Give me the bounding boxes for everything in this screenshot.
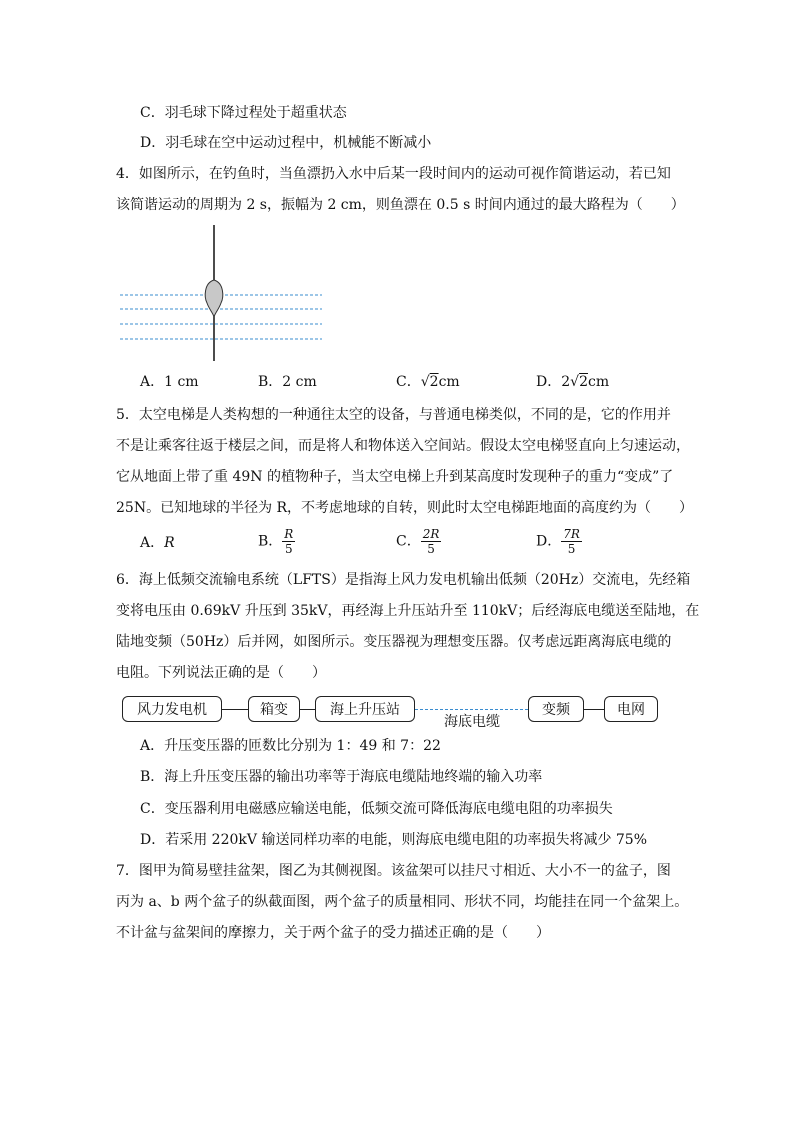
q5-stem-line1: 5．太空电梯是人类构想的一种通往太空的设备，与普通电梯类似，不同的是，它的作用并 — [116, 407, 671, 423]
q3-option-d: D．羽毛球在空中运动过程中，机械能不断减小 — [140, 135, 432, 151]
q6-stem-line4: 电阻。下列说法正确的是（ ） — [116, 665, 326, 681]
power-grid-box: 电网 — [604, 696, 658, 722]
offshore-substation-box: 海上升压站 — [315, 696, 415, 722]
q6-stem-line3: 陆地变频（50Hz）后并网，如图所示。变压器视为理想变压器。仅考虑远距离海底电缆的 — [116, 634, 672, 650]
q5-option-d-fraction — [561, 527, 582, 556]
fraction-denominator: 5 — [427, 542, 435, 556]
q6-option-b: B．海上升压变压器的输出功率等于海底电缆陆地终端的输入功率 — [140, 769, 543, 785]
sqrt-sign: √ — [420, 374, 430, 390]
q4-option-d-prefix: D．2 — [536, 374, 571, 390]
q6-option-c: C．变压器利用电磁感应输送电能，低频交流可降低海底电缆电阻的功率损失 — [140, 801, 613, 817]
q4-option-b: B．2 cm — [258, 374, 317, 390]
q7-stem-line3: 不计盆与盆架间的摩擦力，关于两个盆子的受力描述正确的是（ ） — [116, 925, 550, 941]
q5-option-c-prefix: C． — [396, 533, 421, 550]
q4-stem-line2: 该简谐运动的周期为 2 s，振幅为 2 cm，则鱼漂在 0.5 s 时间内通过的最大路程为（ ） — [116, 197, 685, 213]
q5-option-c — [396, 527, 441, 556]
float-body — [205, 280, 222, 317]
q5-option-d — [536, 527, 582, 556]
q7-stem-line1: 7．图甲为简易壁挂盆架，图乙为其侧视图。该盆架可以挂尺寸相近、大小不一的盆子，图 — [116, 863, 671, 879]
q5-option-a-prefix: A． — [140, 535, 165, 551]
q5-stem-line3: 它从地面上带了重 49N 的植物种子，当太空电梯上升到某高度时发现种子的重力“变成”了 — [116, 469, 674, 485]
q5-option-b — [258, 527, 295, 556]
q6-option-d: D．若采用 220kV 输送同样功率的电能，则海底电缆电阻的功率损失将减少 75% — [140, 832, 648, 848]
subsea-cable-line — [415, 709, 528, 710]
q4-option-d-root: 2 — [579, 374, 588, 390]
q5-stem-line4: 25N。已知地球的半径为 R，不考虑地球的自转，则此时太空电梯距地面的高度约为（ ） — [116, 500, 694, 516]
fishing-float-figure — [118, 225, 328, 365]
q6-stem-line2: 变将电压由 0.69kV 升压到 35kV，再经海上升压站升至 110kV；后经海底电缆送至陆地，在 — [116, 603, 700, 619]
q5-option-b-prefix: B． — [258, 533, 283, 550]
fraction-denominator: 5 — [567, 542, 576, 556]
q5-option-a-value: R — [164, 535, 175, 551]
q5-option-d-prefix: D． — [536, 533, 562, 550]
q5-option-c-fraction — [421, 527, 442, 556]
q5-option-b-fraction — [282, 527, 295, 556]
fraction-numerator: 2R — [422, 527, 440, 541]
q4-option-d-unit: cm — [587, 374, 610, 390]
frequency-converter-box: 变频 — [528, 696, 584, 722]
fraction-denominator: 5 — [285, 542, 293, 556]
q4-option-a: A．1 cm — [140, 374, 199, 390]
q4-option-c-unit: cm — [438, 374, 460, 390]
box-transformer-box: 箱变 — [248, 696, 300, 722]
sqrt-sign: √ — [570, 374, 580, 390]
fraction-numerator: R — [284, 527, 294, 541]
q4-option-c-prefix: C． — [396, 374, 421, 390]
wind-turbine-box: 风力发电机 — [122, 696, 222, 722]
q5-option-a — [140, 533, 175, 553]
subsea-cable-label: 海底电缆 — [444, 714, 500, 730]
q4-option-c — [396, 372, 460, 392]
q7-stem-line2: 丙为 a、b 两个盆子的纵截面图，两个盆子的质量相同、形状不同，均能挂在同一个盆架上。 — [116, 894, 689, 910]
q3-option-c: C．羽毛球下降过程处于超重状态 — [140, 105, 347, 121]
q4-stem-line1: 4．如图所示，在钓鱼时，当鱼漂扔入水中后某一段时间内的运动可视作简谐运动，若已知 — [116, 166, 671, 182]
q6-stem-line1: 6．海上低频交流输电系统（LFTS）是指海上风力发电机输出低频（20Hz）交流电，先经箱 — [116, 572, 691, 588]
connector-1 — [222, 709, 248, 710]
fraction-numerator: 7R — [563, 527, 580, 541]
connector-2 — [300, 709, 315, 710]
connector-3 — [584, 709, 604, 710]
q5-stem-line2: 不是让乘客往返于楼层之间，而是将人和物体送入空间站。假设太空电梯竖直向上匀速运动， — [116, 438, 690, 454]
q4-option-c-root: 2 — [429, 374, 439, 390]
q6-option-a: A．升压变压器的匝数比分别为 1：49 和 7：22 — [140, 738, 441, 754]
q4-option-d — [536, 372, 609, 392]
